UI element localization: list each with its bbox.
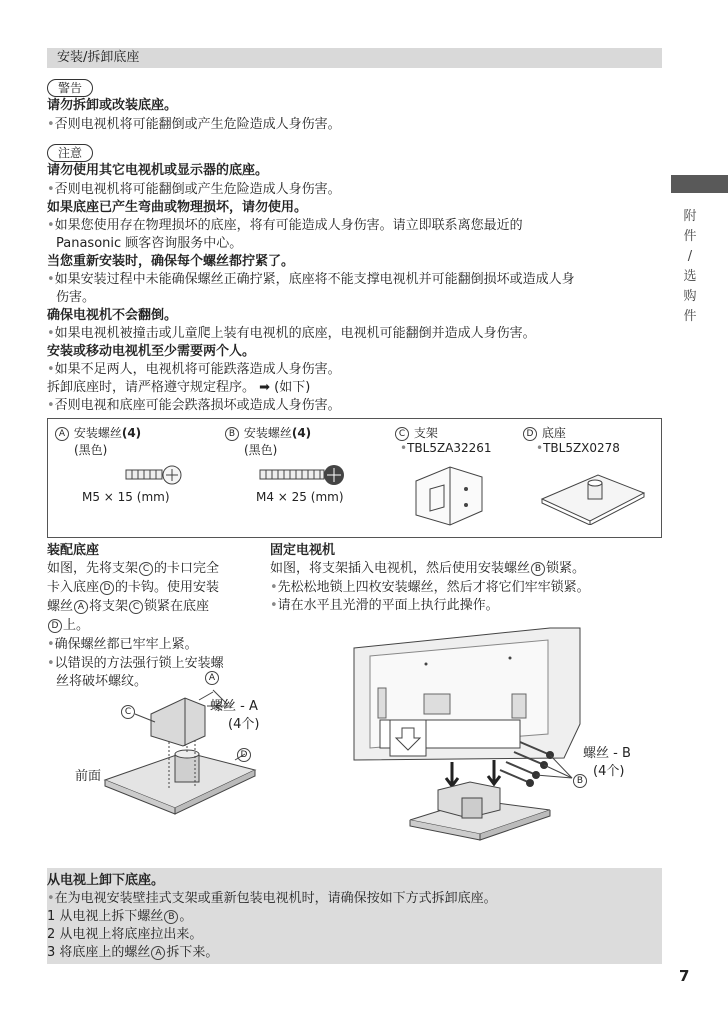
sidebar-char: / <box>687 249 693 264</box>
part-c-code: •TBL5ZA32261 <box>400 441 492 455</box>
part-b-size: M4 × 25 (mm) <box>256 490 344 504</box>
part-a-size: M5 × 15 (mm) <box>82 490 170 504</box>
caution-bullet-3: •如果安装过程中未能确保螺丝正确拧紧，底座将不能支撑电视机并可能翻倒损坏或造成人身 <box>47 272 575 287</box>
part-d-title: D 底座 <box>522 424 566 442</box>
caution-bullet-4: •如果电视机被撞击或儿童爬上装有电视机的底座，电视机可能翻倒并造成人身伤害。 <box>47 326 536 341</box>
caution-bullet-1: •否则电视机将可能翻倒或产生危险造成人身伤害。 <box>47 182 341 197</box>
removal-step-1: 1 从电视上拆下螺丝 B 。 <box>47 909 193 924</box>
screw-b-icon <box>258 463 348 487</box>
fix-tv-diagram <box>350 624 590 844</box>
callout-b: B <box>572 774 588 788</box>
removal-heading: 从电视上卸下底座。 <box>47 873 165 888</box>
caution-paragraph-6: 拆卸底座时，请严格遵守规定程序。 ➡ (如下) <box>47 380 311 395</box>
warning-bullet: •否则电视机将可能翻倒或产生危险造成人身伤害。 <box>47 117 341 132</box>
sidebar-tab <box>671 175 728 193</box>
assemble-heading: 装配底座 <box>47 543 100 558</box>
caution-heading-1: 请勿使用其它电视机或显示器的底座。 <box>47 163 269 178</box>
assemble-bullet-2: •以错误的方法强行锁上安装螺 <box>47 656 224 671</box>
part-d-code: •TBL5ZX0278 <box>536 441 620 455</box>
callout-a: A <box>204 671 220 685</box>
part-a-title: A 安装螺丝(4) <box>54 424 141 442</box>
sidebar-char: 选 <box>683 269 697 284</box>
caution-badge: 注意 <box>47 144 93 162</box>
section-header: 安装/拆卸底座 <box>47 48 662 68</box>
part-b-title: B 安装螺丝(4) <box>224 424 311 442</box>
part-c-title: C 支架 <box>394 424 438 442</box>
caution-bullet-2-cont: Panasonic 顾客咨询服务中心。 <box>56 236 243 251</box>
screw-b-label: 螺丝 - B <box>583 746 631 761</box>
caution-bullet-6: •否则电视和底座可能会跌落损坏或造成人身伤害。 <box>47 398 341 413</box>
caution-bullet-2: •如果您使用存在物理损坏的底座，将有可能造成人身伤害。请立即联系离您最近的 <box>47 218 523 233</box>
removal-step-3: 3 将底座上的螺丝 A 拆下来。 <box>47 945 219 960</box>
fix-tv-bullet-1: •先松松地锁上四枚安装螺丝，然后才将它们牢牢锁紧。 <box>270 580 590 595</box>
removal-section <box>47 868 662 964</box>
caution-heading-2: 如果底座已产生弯曲或物理损坏，请勿使用。 <box>47 200 308 215</box>
assemble-line-3: 螺丝 A 将支架 C 锁紧在底座 <box>47 599 210 614</box>
caution-heading-3: 当您重新安装时，确保每个螺丝都拧紧了。 <box>47 254 295 269</box>
sidebar-char: 购 <box>683 289 697 304</box>
removal-step-2: 2 从电视上将底座拉出来。 <box>47 927 203 942</box>
fix-tv-heading: 固定电视机 <box>270 543 336 558</box>
fix-tv-line-1: 如图，将支架插入电视机，然后使用安装螺丝 B 锁紧。 <box>270 561 586 576</box>
callout-c: C <box>120 705 136 719</box>
caution-bullet-3-cont: 伤害。 <box>56 290 96 305</box>
part-a-color: (黑色) <box>74 443 108 457</box>
warning-badge: 警告 <box>47 79 93 97</box>
sidebar-char: 附 <box>683 209 697 224</box>
screw-a-qty: (4个) <box>228 717 260 732</box>
screw-a-label: 螺丝 - A <box>210 699 258 714</box>
caution-heading-4: 确保电视机不会翻倒。 <box>47 308 178 323</box>
bracket-icon <box>410 459 490 531</box>
assemble-bullet-1: •确保螺丝都已牢牢上紧。 <box>47 637 198 652</box>
callout-d: D <box>236 748 252 762</box>
assemble-bullet-2-cont: 丝将破坏螺纹。 <box>56 674 148 689</box>
sidebar-char: 件 <box>683 229 697 244</box>
removal-bullet: •在为电视安装壁挂式支架或重新包装电视机时，请确保按如下方式拆卸底座。 <box>47 891 497 906</box>
caution-bullet-5: •如果不足两人，电视机将可能跌落造成人身伤害。 <box>47 362 341 377</box>
fix-tv-bullet-2: •请在水平且光滑的平面上执行此操作。 <box>270 598 499 613</box>
assemble-line-1: 如图，先将支架 C 的卡口完全 <box>47 561 220 576</box>
sidebar-label <box>682 207 698 327</box>
screw-b-qty: (4个) <box>593 764 625 779</box>
sidebar-char: 件 <box>683 309 697 324</box>
base-icon <box>538 465 648 525</box>
screw-a-icon <box>124 463 184 487</box>
page-number: 7 <box>679 967 690 985</box>
assemble-line-2: 卡入底座 D 的卡钩。使用安装 <box>47 580 220 595</box>
front-label: 前面 <box>75 769 102 784</box>
part-b-color: (黑色) <box>244 443 278 457</box>
accessory-parts-box <box>47 418 662 538</box>
warning-heading: 请勿拆卸或改装底座。 <box>47 98 178 113</box>
caution-heading-5: 安装或移动电视机至少需要两个人。 <box>47 344 256 359</box>
assemble-line-4: D 上。 <box>47 617 89 635</box>
